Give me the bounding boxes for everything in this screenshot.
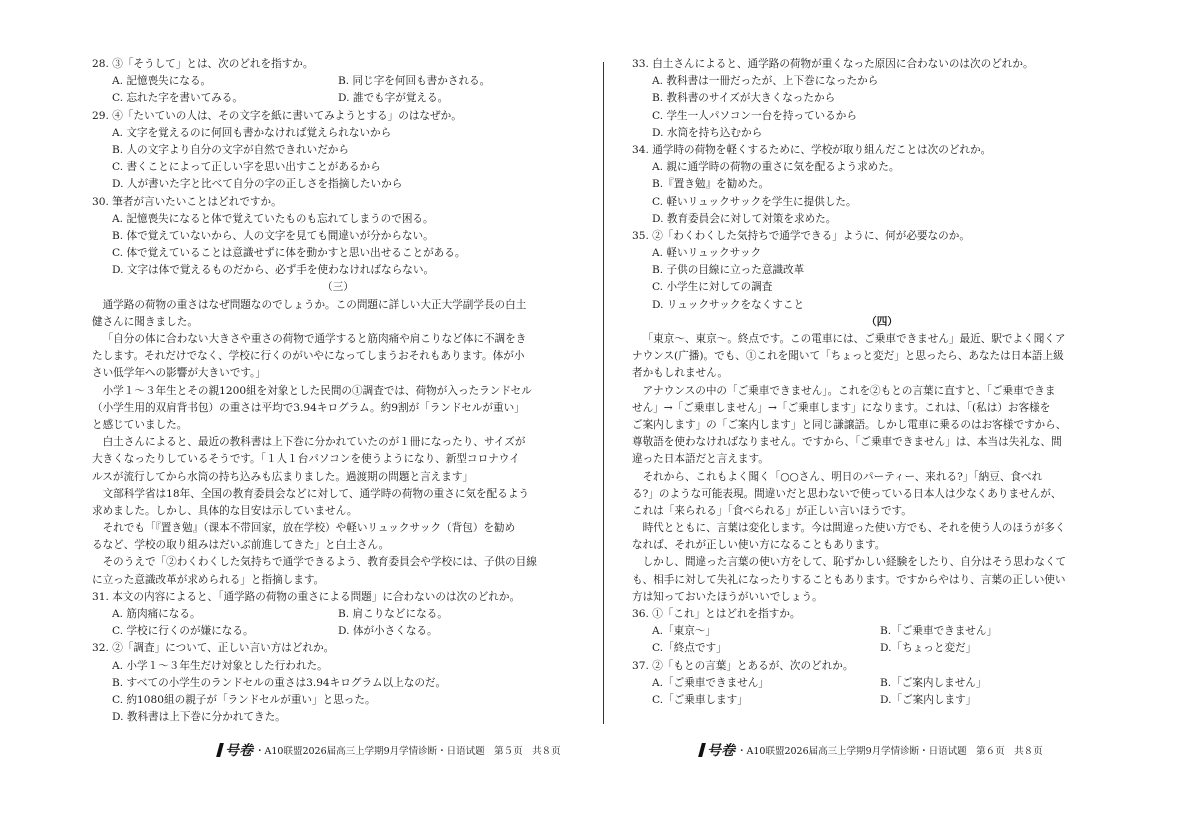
question-32: 32. ②「調査」について、正しい言い方はどれか。 [92, 642, 335, 655]
passage-line: 時代とともに、言葉は変化します。今は間違った使い方でも、それを使う人のほうが多く [642, 522, 1066, 535]
option-a: A. 親に通学時の荷物の重さに気を配るよう求めた。 [652, 161, 900, 174]
passage-line: 白土さんによると、最近の教科書は上下巻に分かれていたのが１冊になったり、サイズが [102, 436, 526, 449]
option-d: D. リュックサックをなくすこと [652, 298, 805, 311]
options-row [92, 606, 584, 623]
passage-line: 健さんに聞きました。 [92, 315, 198, 328]
option-d: D.「ご案内します」 [880, 693, 977, 706]
passage-line: 違った日本語だと言えます。 [632, 453, 769, 466]
option-b: B.「ご乗車できません」 [880, 625, 998, 638]
option-a: A.「東京～」 [652, 625, 716, 638]
passage-line: と感じていました。 [92, 418, 188, 431]
passage-line: る?」のような可能表現。間違いだと思わないで使っている日本人は少なくありませんが、 [632, 487, 1062, 500]
option-a: A. 文字を覚えるのに何回も書かなければ覚えられないから [112, 126, 392, 139]
option-d: D. 人が書いた字と比べて自分の字の正しさを指摘したいから [112, 178, 403, 191]
passage-line: るなど、学校の取り組みはだいぶ前進してきた」と白土さん。 [92, 539, 390, 552]
question-31: 31. 本文の内容によると、「通学路の荷物の重さによる問題」に合わないのは次のどれか。 [92, 590, 521, 603]
passage-line: 小学１～３年生とその親1200組を対象とした民間の①調査では、荷物が入ったランドセル [102, 384, 532, 397]
option-c: C. 学校に行くのが嫌になる。 [112, 625, 254, 638]
question-36: 36. ①「これ」とはどれを指すか。 [632, 608, 801, 620]
section-heading: （四） [866, 315, 898, 328]
page-footer [700, 740, 1043, 760]
passage-line: 通学路の荷物の重さはなぜ問題なのでしょうか。この問題に詳しい大正大学副学長の白土 [102, 298, 527, 311]
options-row [632, 640, 1132, 657]
option-c: C.「ご乗車します」 [652, 693, 748, 706]
passage-line: せん」→「ご乗車しません」→「ご乗車します」になります。これは、「(私は）お客様を [632, 401, 1051, 414]
option-b: B. 子供の目線に立った意識改革 [652, 264, 805, 277]
question-30: 30. 筆者が言いたいことはどれですか。 [92, 195, 282, 208]
passage-line: も、相手に対して失礼になったりすることもあります。ですからやはり、言葉の正しい使い [632, 573, 1066, 586]
options-row [92, 73, 584, 90]
footer-text: ・A10联盟2026届高三上学期9月学情诊断・日语试题 第５页 共８页 [255, 746, 561, 757]
passage-line: 尊敬語を使わなければなりません。ですから、「ご乗車できません」は、本当は失礼な、間 [632, 436, 1062, 449]
passage-line: なれば、それが正しい使い方になることもあります。 [632, 539, 886, 552]
question-37: 37. ②「もとの言葉」とあるが、次のどれか。 [632, 659, 854, 672]
passage-line: に立った意識改革が求められる」と指摘します。 [92, 573, 325, 586]
passage-line: それでも「『置き勉』（课本不带回家，放在学校）や軽いリュックサック（背包）を勧め [102, 522, 516, 535]
page-footer [218, 740, 561, 760]
passage-line: ご案内します」の「ご案内します」と同じ謙譲語。しかし電車に乗るのはお客様ですから、 [632, 418, 1067, 431]
option-a: A. 記憶喪失になると体で覚えていたものも忘れてしまうので困る。 [112, 212, 434, 225]
option-b: B. 肩こりなどになる。 [338, 608, 448, 620]
options-row [632, 692, 1132, 709]
option-c: C. 学生一人パソコン一台を持っているから [652, 109, 857, 122]
brand-mark-icon [216, 743, 224, 757]
question-29: 29. ④「たいていの人は、その文字を紙に書いてみようとする」のはなぜか。 [92, 109, 462, 122]
question-28: 28. ③「そうして」とは、次のどれを指すか。 [92, 58, 314, 70]
option-d: D. 文字は体で覚えるものだから、必ず手を使わなければならない。 [112, 264, 435, 277]
passage-line: 「自分の体に合わない大きさや重さの荷物で通学すると筋肉痛や肩こりなど体に不調をき [102, 333, 527, 345]
brand-logo [218, 740, 253, 760]
brand-logo-text: 号卷 [707, 743, 735, 759]
option-d: D. 水筒を持ち込むから [652, 126, 763, 139]
option-c: C. 書くことによって正しい字を思い出すことがあるから [112, 161, 381, 174]
options-row [92, 623, 584, 640]
passage-line: そのうえで「②わくわくした気持ちで通学できるよう、教育委員会や学校には、子供の目線 [102, 556, 537, 569]
option-c: C. 体で覚えていることは意識せずに体を動かすと思い出せることがある。 [112, 247, 466, 260]
question-33: 33. 白土さんによると、通学路の荷物が重くなった原因に合わないのは次のどれか。 [632, 58, 1034, 70]
options-row [632, 675, 1132, 692]
brand-logo [700, 740, 735, 760]
footer-text: ・A10联盟2026届高三上学期9月学情诊断・日语试题 第６页 共８页 [737, 746, 1043, 757]
passage-line: 方は知っておいたほうがいいでしょう。 [632, 590, 823, 603]
options-row [92, 90, 584, 107]
passage-line: これは「来られる」「食べられる」が正しい言いほうです。 [632, 504, 912, 517]
options-row [632, 623, 1132, 640]
passage-line: 文部科学省は18年、全国の教育委員会などに対して、通学時の荷物の重さに気を配るよう [102, 487, 530, 500]
left-page [92, 56, 584, 726]
option-c: C. 忘れた字を書いてみる。 [112, 92, 243, 105]
question-35: 35. ②「わくわくした気持ちで通学できる」ように、何が必要なのか。 [632, 229, 970, 242]
option-a: A. 教科書は一冊だったが、上下巻になったから [652, 75, 879, 88]
option-d: D. 教育委員会に対して対策を求めた。 [652, 212, 837, 225]
passage-line: （小学生用的双肩背书包）の重さは平均で3.94キログラム。約9割が「ランドセルが重い」 [92, 401, 525, 414]
option-c: C. 約1080組の親子が「ランドセルが重い」と思った。 [112, 693, 376, 706]
brand-logo-text: 号卷 [225, 743, 253, 759]
column-divider [603, 62, 604, 724]
passage-line: たします。それだけでなく、学校に行くのがいやになってしまうおそれもあります。体が小 [92, 350, 525, 363]
question-34: 34. 通学時の荷物を軽くするために、学校が取り組んだことは次のどれか。 [632, 143, 992, 156]
option-a: A. 小学１～３年生だけ対象とした行われた。 [112, 659, 328, 672]
right-page [632, 56, 1132, 709]
option-b: B. 教科書のサイズが大きくなったから [652, 92, 836, 105]
option-c: C.「終点です」 [652, 642, 727, 655]
passage-line: アナウンスの中の「ご乗車できません」。これを②もとの言葉に直すと、「ご乗車できま [642, 384, 1056, 397]
option-d: D.「ちょっと変だ」 [880, 642, 977, 655]
option-b: B. すべての小学生のランドセルの重さは3.94キログラム以上なのだ。 [112, 676, 447, 689]
passage-line: 「東京～、東京～。終点です。この電車には、ご乗車できません」最近、駅でよく聞くア [642, 333, 1066, 345]
option-c: C. 小学生に対しての調査 [652, 281, 773, 294]
passage-line: ルスが流行してから水筒の持ち込みも広まりました。過渡期の問題と言えます」 [92, 470, 474, 483]
option-a: A. 筋肉痛になる。 [112, 608, 201, 620]
option-a: A. 記憶喪失になる。 [112, 75, 212, 88]
option-a: A.「ご乗車できません」 [652, 676, 769, 689]
option-b: B. 人の文字より自分の文字が自然できれいだから [112, 143, 349, 156]
passage-line: さい低学年への影響が大きいです。」 [92, 367, 266, 380]
passage-line: ナウンス(广播)。でも、①これを聞いて「ちょっと変だ」と思ったら、あなたは日本語上級 [632, 350, 1064, 363]
option-d: D. 誰でも字が覚える。 [338, 92, 449, 105]
passage-line: 求めました。しかし、具体的な目安は示していません。 [92, 504, 358, 517]
passage-line: 者かもしれません。 [632, 367, 728, 380]
option-b: B.「ご案内しません」 [880, 676, 987, 689]
brand-mark-icon [698, 743, 706, 757]
passage-line: しかし、間違った言葉の使い方をして、恥ずかしい経験をしたり、自分はそう思わなくて [642, 556, 1067, 569]
option-a: A. 軽いリュックサック [652, 247, 762, 260]
option-d: D. 体が小さくなる。 [338, 625, 438, 638]
passage-line: それから、これもよく聞く「○○さん、明日のパーティー、来れる?」「納豆、食べれ [642, 470, 1043, 483]
option-b: B. 同じ字を何回も書かされる。 [338, 75, 491, 88]
section-heading: （三） [322, 281, 354, 294]
passage-line: 大きくなったりしているそうです。「１人１台パソコンを使うようになり、新型コロナウイ [92, 453, 520, 466]
option-b: B. 体で覚えていないから、人の文字を見ても間違いが分からない。 [112, 229, 434, 242]
option-d: D. 教科書は上下巻に分かれてきた。 [112, 711, 286, 724]
option-c: C. 軽いリュックサックを学生に提供した。 [652, 195, 857, 208]
option-b: B.『置き勉』を勧めた。 [652, 178, 770, 191]
